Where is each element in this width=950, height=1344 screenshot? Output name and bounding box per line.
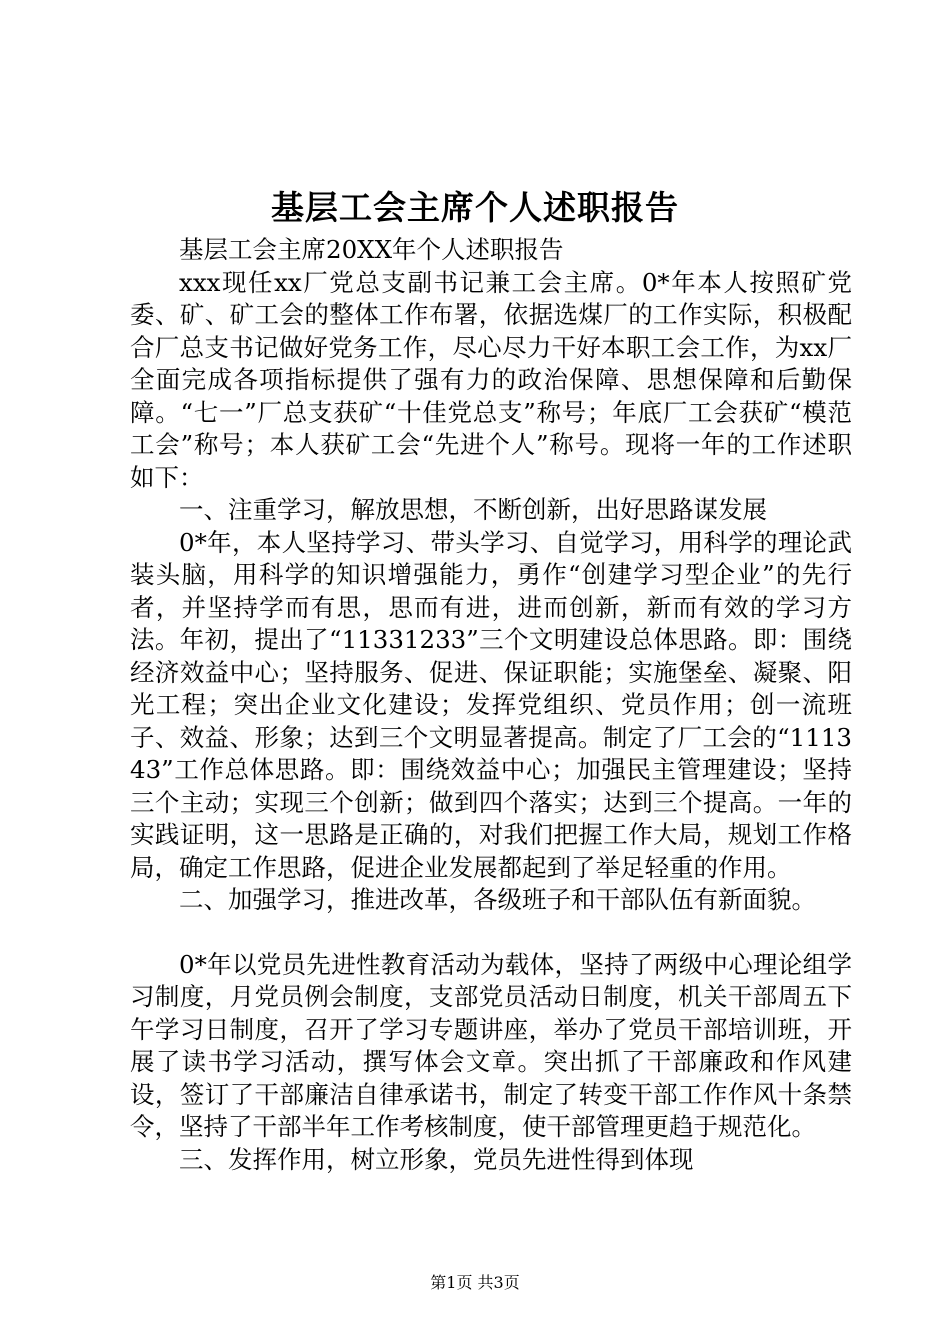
paragraph-subtitle: 基层工会主席20XX年个人述职报告 xyxy=(179,235,564,264)
paragraph-intro: xxx现任xx厂党总支副书记兼工会主席。0*年本人按照矿党委、矿、矿工会的整体工作布署，依据选煤厂的工作实际，积极配合厂总支书记做好党务工作，尽心尽力干好本职工会工作，为xx厂全面完成各项指标提供了强有力的政治保障、思想保障和后勤保障。“七一”厂总支获矿“十佳党总支”称号；年底厂工会获矿“模范工会”称号；本人获矿工会“先进个人”称号。现将一年的工作述职如下： xyxy=(130,267,852,492)
paragraph-section-1: 0*年，本人坚持学习、带头学习、自觉学习，用科学的理论武装头脑，用科学的知识增强能力，勇作“创建学习型企业”的先行者，并坚持学而有思，思而有进，进而创新，新而有效的学习方法。年初，提出了“11331233”三个文明建设总体思路。即：围绕经济效益中心；坚持服务、促进、保证职能；实施堡垒、凝聚、阳光工程；突出企业文化建设；发挥党组织、党员作用；创一流班子、效益、形象；达到三个文明显著提高。制定了厂工会的“111343”工作总体思路。即：围绕效益中心；加强民主管理建设；坚持三个主动；实现三个创新；做到四个落实；达到三个提高。一年的实践证明，这一思路是正确的，对我们把握工作大局，规划工作格局，确定工作思路，促进企业发展都起到了举足轻重的作用。 xyxy=(130,527,852,882)
section-heading-1: 一、注重学习，解放思想，不断创新，出好思路谋发展 xyxy=(179,495,767,524)
paragraph-section-2: 0*年以党员先进性教育活动为载体，坚持了两级中心理论组学习制度，月党员例会制度，支部党员活动日制度，机关干部周五下午学习日制度，召开了学习专题讲座，举办了党员干部培训班，开展了读书学习活动，撰写体会文章。突出抓了干部廉政和作风建设，签订了干部廉洁自律承诺书，制定了转变干部工作作风十条禁令，坚持了干部半年工作考核制度，使干部管理更趋于规范化。 xyxy=(130,949,852,1141)
section-heading-2: 二、加强学习，推进改革，各级班子和干部队伍有新面貌。 xyxy=(179,885,816,914)
document-body xyxy=(130,234,852,1176)
document-title: 基层工会主席个人述职报告 xyxy=(271,188,679,227)
page-number-footer: 第1页 共3页 xyxy=(430,1273,520,1292)
section-heading-3: 三、发挥作用，树立形象，党员先进性得到体现 xyxy=(179,1144,694,1174)
